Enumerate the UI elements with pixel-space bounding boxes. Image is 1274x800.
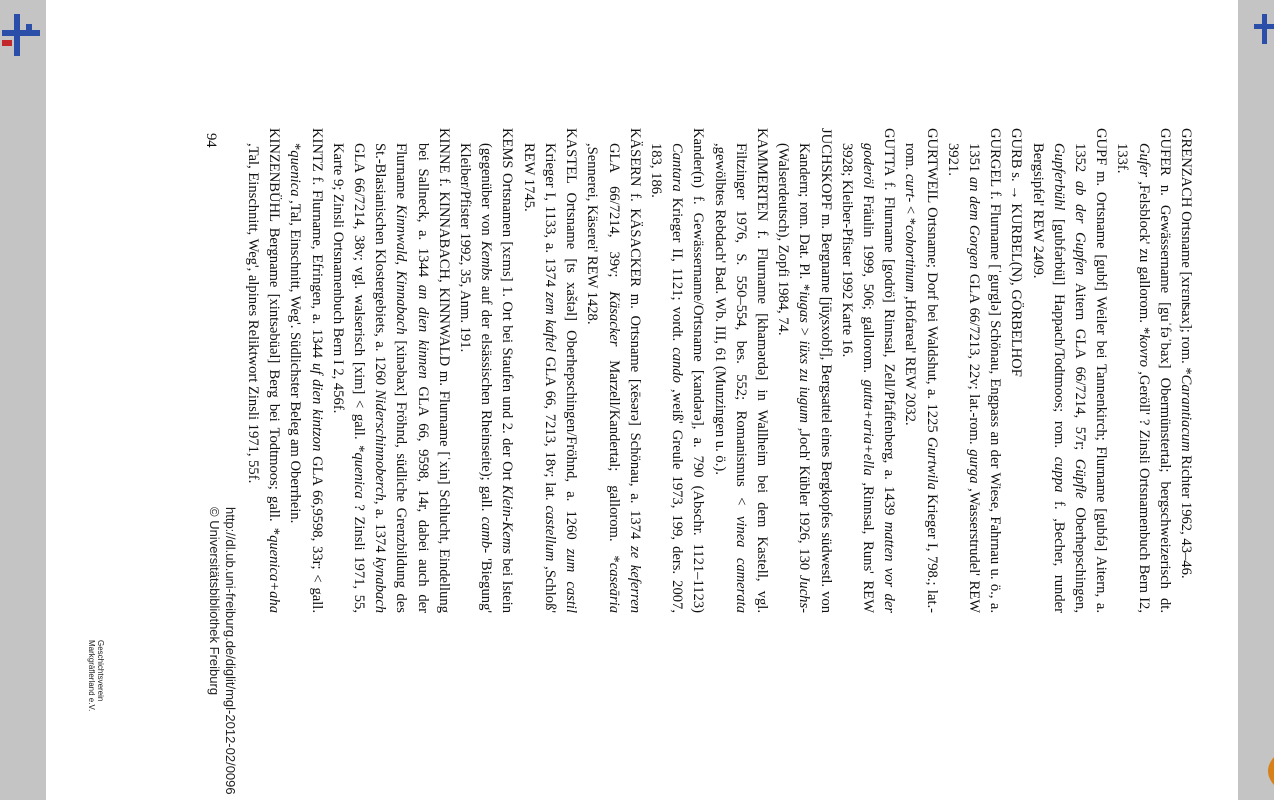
dictionary-entry: GRENZACH Ortsname [xrɛnʦax]; rom. *Carantiacum Richter 1962, 43–46.	[1178, 128, 1194, 579]
dictionary-entry: KINNE f. KINNABACH, KINNWALD m. Flurname [ˈxin] Schlucht, Eindellung bei Sallneck, a. 1344 an dien kinnen GLA 66, 9598, 14r, dabei auch der Flurname Kinnwald, Kinnabach [xinəbax] Fröhnd, südliche Grenzbildung des St.-Blasianischen Klostergebiets, a. 1260 Niderschinnoberch, a. 1374 kynabach GLA 66/7214, 38v; vgl. walserisch [xim] < gall. *quenica ? Zinsli 1971, 55, Karte 9; Zinsli Ortsnamenbuch Bern I 2, 456f.	[329, 128, 452, 614]
dictionary-entry: Kander(n) f. Gewässername/Ortsname [xandərə], a. 790 (Abschr. 1121–1123) Cantara Krieger II, 1121; vordt. cando ,weiß' Greule 1973, 199, ders. 2007, 183, 186.	[647, 128, 707, 613]
scanned-page	[46, 0, 1238, 800]
footer-citation	[206, 507, 238, 800]
page-edge-marker-icon	[1262, 757, 1274, 785]
institution-name: Geschichtsverein	[96, 640, 105, 702]
dictionary-entry: KÄSERN f. KÄSACKER m. Ortsname [xēsərə] Schönau, a. 1374 ze keferren GLA 66/7214, 39v; Käsacker Marzell/Kandertal; gallorom. *caseāria ,Sennerei, Käserei' REW 1428.	[584, 128, 643, 613]
navigation-cross-icon[interactable]	[2, 14, 40, 56]
navigation-partial-icon[interactable]	[1254, 14, 1274, 44]
dictionary-entry: GURGEL f. Flurname [ˈgurglə] Schönau, Engpass an der Wiese, Fahrnau u. ö., a. 1351 an dem Gorgen GLA 66/7213, 22v; lat.-rom. gurga ,Wasserstrudel' REW 3921.	[944, 128, 1004, 614]
dictionary-entry: JUCHSKOPF m. Bergname [jūχsxobf], Bergsattel eines Bergkopfes südwestl. von Kandern; rom. Dat. Pl. *iugas > iüxs zu iugum ,Joch' Kübler 1926, 130 Juchs- (Walserdeutsch), Zopfi 1984, 74.	[775, 128, 834, 614]
dictionary-entry: KINTZ f. Flurname, Efringen, a. 1344 uf dien kintzon GLA 66,9598, 33r; < gall. *quenica ,Tal, Einschnitt, Weg'. Südlichster Beleg am Oberrhein.	[287, 128, 325, 614]
dictionary-entry: GUPF m. Ortsname [gubf] Weiler bei Tannenkirch; Flurname [gubfə] Aitern, a. 1352 ab der Gupfen Aitern GLA 66/7214, 57r; Güpfle Oberhepschingen, Gupferbühl [gubfərbül] Happach/Todtmoos; rom. cuppa f. ,Becher, runder Bergsipfel' REW 2409.	[1029, 128, 1110, 613]
dictionary-entries	[242, 128, 1196, 613]
dictionary-entry: KASTEL Ortsname [ts xaštəl] Oberhepschingen/Fröhnd, a. 1260 zum castil Krieger I, 1133, a. 1374 zem kaftel GLA 66, 7213, 18v; lat. castellum ,Schloß' REW 1745.	[520, 128, 580, 613]
viewer-right-margin	[1238, 0, 1274, 800]
page-number: 94	[203, 133, 219, 148]
viewer-left-margin	[0, 0, 46, 800]
footer-copyright: © Universitätsbibliothek Freiburg	[207, 507, 222, 696]
institution-credit	[87, 640, 105, 800]
dictionary-entry: GURTWEIL Ortsname; Dorf bei Waldshut, a. 1225 Gurtwila Krieger I, 798.; lat.-rom. curt- < *cohortinum ,Hofareal' REW 2032.	[902, 128, 940, 614]
footer-url-link[interactable]: http://dl.ub.uni-freiburg.de/diglit/mgl-2012-02/0096	[223, 507, 238, 795]
rotated-page-content	[46, 0, 1238, 800]
dictionary-entry: KAMMERTEN f. Flurname [khamərdə] in Wallheim bei dem Kastell, vgl. Filtzinger 1976, S. 550–554, bes. 552; Romanismus < vinea camerata ,gewölbtes Rebdach' Bad. Wb. III, 61 (Munzingen u. ö.).	[711, 128, 770, 613]
dictionary-entry: KEMS Ortsnamen [xɛms] 1. Ort bei Staufen und 2. der Ort Klein-Kems bei Istein (gegenüber von Kembs auf der elsässischen Rheinseite); gall. camb- 'Biegung' Kleiber/Pfister 1992, 35, Anm. 191.	[457, 128, 516, 613]
institution-name-line2: Markgräflerland e.V.	[87, 640, 96, 712]
dictionary-entry: GURB s. → KURBEL(N), GÖRBELHOF	[1008, 128, 1025, 377]
dictionary-entry: GUFER n. Gewässername [guˈfəˈbax] Obermünstertal; bergschweizerisch dt. Gufer ,Felsblock' zu gallorom. *kovro ,Geröll' ? Zinsli Ortsnamenbuch Bern I2, 133f.	[1114, 128, 1173, 613]
dictionary-entry: KINZENBÜHL Bergname [xintsəbüəl] Berg bei Todtmoos; gall. *quenica+aha ,Tal, Einschnitt, Weg', alpines Reliktwort Zinsli 1971, 55f.	[245, 128, 283, 613]
dictionary-entry: GUTTA f. Flurname [godrö] Rinnsal, Zell/Pfaffenberg, a. 1439 matten vor der goderöl Fräulin 1999, 506; gallorom. gutta+aria+ella ,Rinnsal, Runs' REW 3928; Kleiber-Pfister 1992 Karte 16.	[838, 128, 898, 613]
